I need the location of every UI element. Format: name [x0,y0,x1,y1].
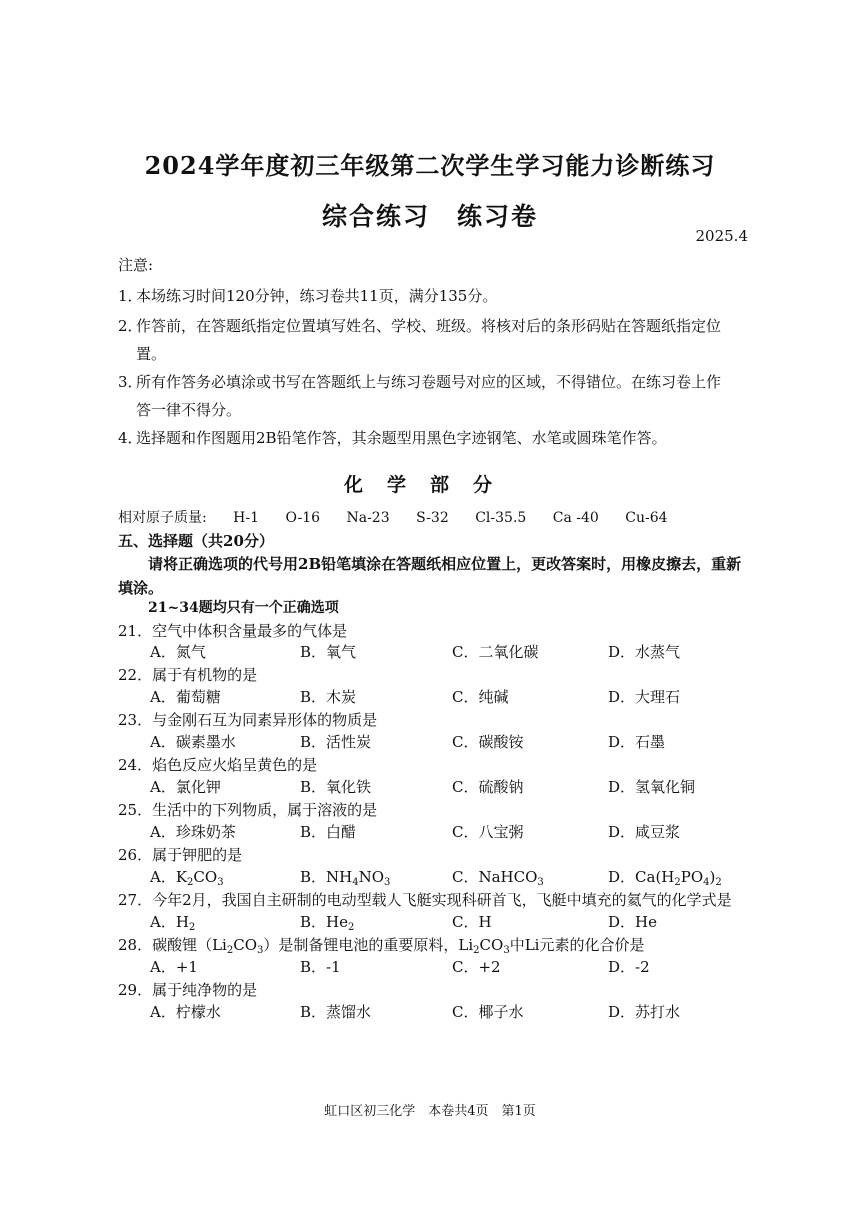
option-text: PO [680,868,704,886]
note-item [118,424,748,452]
question-stem: 23．与金刚石互为同素异形体的物质是 [118,711,378,729]
subscript: 4 [703,877,710,888]
option-text: B．He [300,913,348,931]
subscript: 2 [188,922,196,933]
subscript: 2 [226,945,234,956]
option-text: A．K [150,868,188,886]
note-continuation: 置。 [136,345,167,363]
option-a: A．氯化钾 [150,778,221,796]
note-text: 作答前，在答题纸指定位置填写姓名、学校、班级。将核对后的条形码贴在答题纸指定位 [136,317,722,335]
option-a: A．珍珠奶茶 [150,823,236,841]
question-stem: 25．生活中的下列物质，属于溶液的是 [118,801,378,819]
note-number: 2． [118,317,143,335]
option-c: C．硫酸钠 [452,778,524,796]
subscript: 2 [347,922,355,933]
option-a: A．氮气 [150,643,206,661]
option-d [608,866,722,887]
option-c: C．+2 [452,958,501,976]
option-c [452,866,544,887]
option-b: B．-1 [300,958,341,976]
subscript: 2 [674,877,681,888]
option-text: C．NaHCO [452,868,538,886]
stem-text: 28．碳酸锂（Li [118,936,227,954]
option-d: D．苏打水 [608,1003,681,1021]
stem-text: CO [479,936,504,954]
option-a: A．葡萄糖 [150,688,221,706]
question-options [150,731,750,753]
option-d: D．He [608,913,657,931]
option-d: D．氢氧化铜 [608,778,696,796]
option-text: CO [193,868,218,886]
note-continuation: 答一律不得分。 [136,401,242,419]
option-c: C．椰子水 [452,1003,524,1021]
note-text: 本场练习时间120分钟，练习卷共11页，满分135分。 [136,287,498,305]
option-text: B．NH [300,868,353,886]
option-b: B．木炭 [300,688,357,706]
question-options [150,686,750,708]
question-options [150,776,750,798]
stem-text: CO [233,936,258,954]
question-options [150,956,750,978]
subscript: 3 [384,877,391,888]
atomic-mass-item: Cl-35.5 [475,510,527,526]
atomic-mass-item: Cu-64 [625,510,668,526]
question-options [150,1001,750,1023]
page-footer: 虹口区初三化学 本卷共4页 第1页 [324,1104,536,1119]
question-stem: 22．属于有机物的是 [118,666,258,684]
subscript: 2 [715,877,722,888]
option-d: D．-2 [608,958,650,976]
stem-text: 中Li元素的化合价是 [509,936,645,954]
notes-label: 注意: [118,256,154,274]
atomic-mass-item: Ca -40 [552,510,599,526]
note-item [118,368,748,424]
option-d: D．石墨 [608,733,666,751]
atomic-masses-label: 相对原子质量: [118,510,207,526]
stem-text: ）是制备锂电池的重要原料，Li [263,936,474,954]
option-a: A．柠檬水 [150,1003,221,1021]
option-b [300,866,390,887]
note-item [118,312,748,368]
atomic-mass-item: H-1 [233,510,260,526]
option-a: A．碳素墨水 [150,733,236,751]
subscript: 3 [217,877,224,888]
subscript: 3 [257,945,264,956]
option-c: C．二氧化碳 [452,643,539,661]
option-text: NO [358,868,385,886]
subscript: 4 [352,877,359,888]
option-d: D．咸豆浆 [608,823,681,841]
option-a: A．+1 [150,958,198,976]
option-c: C．纯碱 [452,688,509,706]
atomic-mass-item: S-32 [416,510,449,526]
option-d: D．大理石 [608,688,681,706]
exam-title: 2024学年度初三年级第二次学生学习能力诊断练习 [144,151,716,180]
option-text: D．Ca(H [608,868,675,886]
note-number: 4． [118,429,143,447]
note-item [118,282,748,310]
option-c: C．H [452,913,492,931]
part-subheading: 21~34题均只有一个正确选项 [148,600,339,616]
note-number: 3． [118,373,143,391]
chemistry-section-title: 化学部分 [343,474,516,496]
question-options [150,641,750,663]
option-b: B．蒸馏水 [300,1003,372,1021]
atomic-mass-item: O-16 [285,510,321,526]
part-title: 五、选择题（共20分） [118,532,274,550]
question-stem: 29．属于纯净物的是 [118,981,258,999]
question-stem: 24．焰色反应火焰呈黄色的是 [118,756,318,774]
option-a [150,911,195,932]
option-b: B．氧化铁 [300,778,372,796]
subscript: 3 [503,945,510,956]
option-b: B．白醋 [300,823,357,841]
question-stem: 26．属于钾肥的是 [118,846,243,864]
question-stem: 27．今年2月，我国自主研制的电动型载人飞艇实现科研首飞，飞艇中填充的氦气的化学式是 [118,891,732,909]
atomic-mass-item: Na-23 [346,510,390,526]
option-b: B．活性炭 [300,733,372,751]
question-stem: 21．空气中体积含量最多的气体是 [118,622,348,640]
note-number: 1． [118,287,143,305]
question-options [150,911,750,933]
option-b: B．氧气 [300,643,357,661]
question-options [150,866,750,888]
option-text: ) [709,868,716,886]
note-text: 所有作答务必填涂或书写在答题纸上与练习卷题号对应的区域，不得错位。在练习卷上作 [136,373,722,391]
subscript: 2 [187,877,194,888]
option-b [300,911,354,932]
option-c: C．碳酸铵 [452,733,524,751]
option-text: A．H [150,913,189,931]
question-stem [118,934,644,955]
exam-date: 2025.4 [695,227,748,245]
option-a [150,866,224,887]
subscript: 3 [537,877,544,888]
option-d: D．水蒸气 [608,643,681,661]
exam-subtitle: 综合练习 练习卷 [321,202,538,231]
option-c: C．八宝粥 [452,823,524,841]
part-instruction: 请将正确选项的代号用2B铅笔填涂在答题纸相应位置上，更改答案时，用橡皮擦去，重新填涂。 [118,555,742,597]
atomic-masses [118,507,668,527]
question-options [150,821,750,843]
note-text: 选择题和作图题用2B铅笔作答，其余题型用黑色字迹钢笔、水笔或圆珠笔作答。 [136,429,667,447]
subscript: 2 [473,945,480,956]
